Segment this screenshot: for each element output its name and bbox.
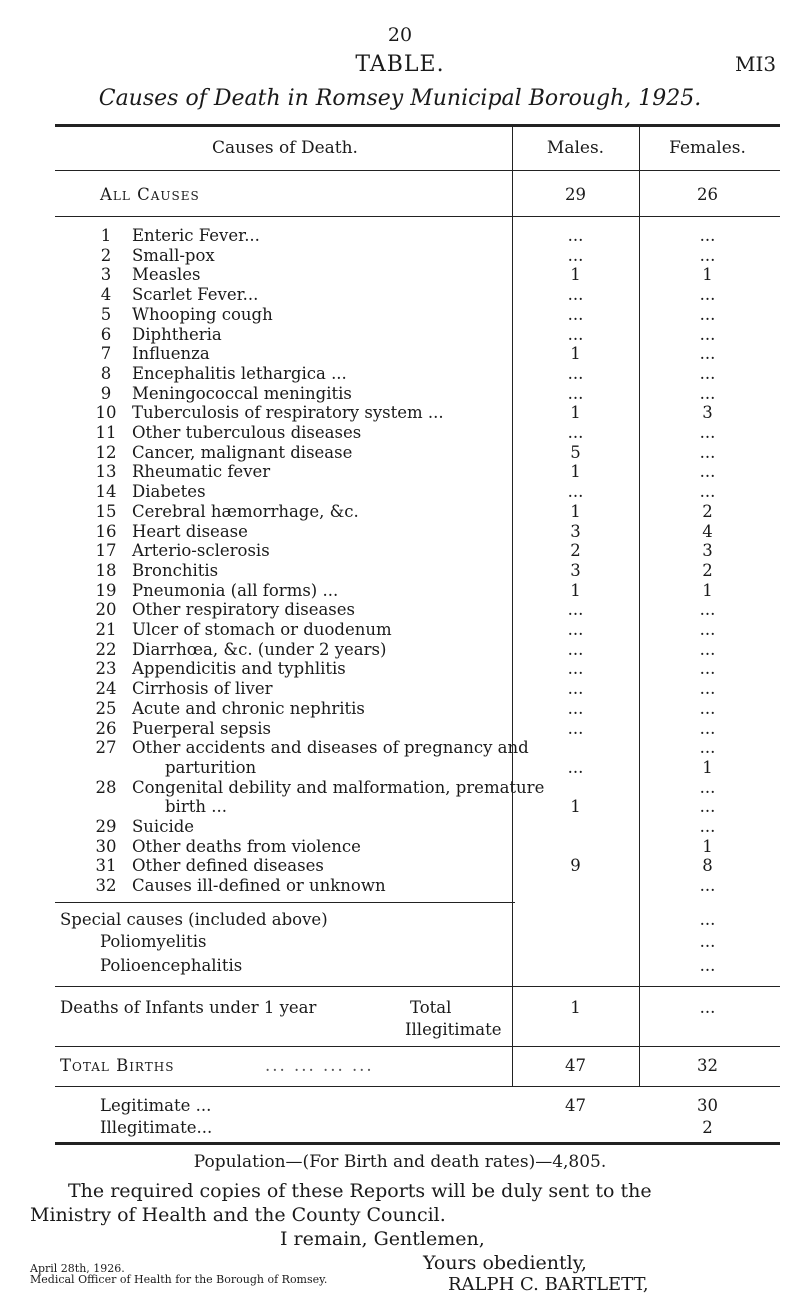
females-value: ... [699, 462, 716, 482]
cause-label: Meningococcal meningitis [132, 383, 352, 403]
females-value: ... [699, 876, 716, 896]
row-number: 10 [95, 403, 117, 423]
table-row [0, 403, 800, 423]
males-value: ... [567, 245, 584, 265]
table-row [0, 876, 800, 896]
females-value: ... [699, 679, 716, 699]
top-rule [55, 124, 780, 127]
males-value: ... [567, 757, 584, 777]
cause-label: Influenza [132, 344, 210, 364]
males-value: ... [567, 482, 584, 502]
cause-label: Bronchitis [132, 560, 219, 580]
males-value: 3 [570, 560, 581, 580]
males-value: 1 [570, 462, 581, 482]
legitimate-males: 47 [565, 1096, 586, 1115]
header-rule [55, 170, 780, 171]
row-number: 3 [100, 265, 112, 285]
births-rule [55, 1086, 780, 1087]
special-end-rule [55, 986, 780, 987]
column-header-males: Males. [546, 138, 605, 158]
females-value: 4 [702, 521, 713, 541]
legitimate-females: 30 [697, 1096, 718, 1115]
table-row [0, 719, 800, 739]
table-row [0, 502, 800, 522]
females-value: ... [699, 226, 716, 245]
table-row [0, 738, 800, 758]
cause-label: Ulcer of stomach or duodenum [132, 620, 392, 639]
table-row [0, 344, 800, 364]
males-value: ... [567, 363, 584, 383]
cause-label: Cirrhosis of liver [132, 679, 273, 699]
total-births-males: 47 [565, 1056, 586, 1075]
all-causes-males: 29 [565, 185, 586, 204]
males-value: 9 [570, 856, 581, 876]
males-value: ... [567, 600, 584, 620]
females-value: ... [699, 797, 716, 817]
infants-illegitimate-row [0, 1018, 800, 1042]
cause-label: Scarlet Fever... [132, 285, 259, 305]
table-row [0, 699, 800, 719]
females-value: ... [699, 659, 716, 679]
table-heading: TABLE. [355, 52, 445, 77]
males-value: ... [567, 718, 584, 738]
table-row [0, 561, 800, 581]
letter-signoff: Yours obediently, [423, 1252, 587, 1274]
cause-label: birth ... [165, 797, 227, 817]
row-number: 12 [95, 442, 117, 462]
females-value: ... [699, 344, 716, 364]
females-value: ... [699, 777, 716, 797]
cause-label: Other tuberculous diseases [132, 423, 362, 442]
special-females: ... [699, 932, 716, 951]
cause-label: Heart disease [132, 521, 248, 541]
total-births-label: Total Births [60, 1056, 175, 1075]
cause-label: Pneumonia (all forms) ... [132, 580, 339, 600]
cause-label: Puerperal sepsis [132, 718, 271, 738]
cause-label: Rheumatic fever [132, 462, 271, 482]
females-value: ... [699, 442, 716, 462]
table-row [0, 600, 800, 620]
row-number: 16 [95, 521, 117, 541]
females-value: ... [699, 363, 716, 383]
cause-label: Other respiratory diseases [132, 600, 355, 620]
cause-label: Cerebral hæmorrhage, &c. [132, 501, 359, 521]
cause-label: Other deaths from violence [132, 836, 361, 856]
males-value: ... [567, 226, 584, 245]
females-value: ... [699, 304, 716, 324]
table-row [0, 758, 800, 778]
infants-illegitimate-label: Illegitimate [405, 1020, 502, 1039]
table-row [0, 364, 800, 384]
females-value: ... [699, 285, 716, 305]
infants-row [0, 996, 800, 1020]
table-row [0, 423, 800, 443]
row-number: 18 [95, 560, 117, 580]
special-title-females: ... [699, 910, 716, 929]
males-value: 1 [570, 265, 581, 285]
row-number: 13 [95, 462, 117, 482]
cause-label: Causes ill-defined or unknown [132, 876, 386, 896]
table-row [0, 541, 800, 561]
all-causes-rule [55, 216, 780, 217]
cause-label: Diarrhœa, &c. (under 2 years) [132, 639, 387, 659]
special-title: Special causes (included above) [60, 910, 328, 929]
males-value: ... [567, 698, 584, 718]
females-value: ... [699, 423, 716, 442]
table-row [0, 640, 800, 660]
males-value: ... [567, 679, 584, 699]
table-row [0, 659, 800, 679]
males-value: ... [567, 324, 584, 344]
females-value: ... [699, 698, 716, 718]
row-number: 2 [100, 245, 112, 265]
females-value: ... [699, 738, 716, 758]
cause-label: Cancer, malignant disease [132, 442, 353, 462]
row-number: 11 [95, 423, 117, 442]
cause-label: Enteric Fever... [132, 226, 260, 245]
males-value: 5 [570, 442, 581, 462]
females-value: ... [699, 324, 716, 344]
row-number: 1 [100, 226, 112, 245]
cause-label: Other defined diseases [132, 856, 324, 876]
population-note: Population—(For Birth and death rates)—4,805. [193, 1152, 607, 1172]
females-value: 3 [702, 403, 713, 423]
females-value: ... [699, 639, 716, 659]
table-row [0, 246, 800, 266]
table-row [0, 443, 800, 463]
males-value: ... [567, 639, 584, 659]
males-value: 1 [570, 344, 581, 364]
table-row [0, 462, 800, 482]
signatory-role: Medical Officer of Health for the Borough of Romsey. [30, 1273, 328, 1286]
row-number: 32 [95, 876, 117, 896]
row-number: 4 [100, 285, 112, 305]
table-row [0, 797, 800, 817]
cause-label: Tuberculosis of respiratory system ... [132, 403, 444, 423]
table-row [0, 856, 800, 876]
row-number: 8 [100, 363, 112, 383]
cause-label: Whooping cough [132, 304, 273, 324]
infants-total-label: Total [410, 998, 452, 1017]
females-value: 3 [702, 541, 713, 561]
row-number: 14 [95, 482, 117, 502]
females-value: ... [699, 620, 716, 639]
letter-line-2: Ministry of Health and the County Council. [30, 1204, 446, 1226]
row-number: 28 [95, 777, 117, 797]
special-row [0, 930, 800, 954]
row-number: 20 [95, 600, 117, 620]
cause-label: Diphtheria [132, 324, 222, 344]
table-row [0, 482, 800, 502]
table-row [0, 226, 800, 246]
cause-label: Encephalitis lethargica ... [132, 363, 347, 383]
table-row [0, 817, 800, 837]
row-number: 15 [95, 501, 117, 521]
all-causes-label: All Causes [100, 185, 200, 204]
row-number: 5 [100, 304, 112, 324]
letter-line-1: The required copies of these Reports will be duly sent to the [68, 1180, 652, 1202]
signatory-name: RALPH C. BARTLETT, [448, 1274, 649, 1295]
cause-label: Appendicitis and typhlitis [132, 659, 346, 679]
special-row [0, 954, 800, 978]
table-row [0, 778, 800, 798]
row-number: 22 [95, 639, 117, 659]
females-value: 8 [702, 856, 713, 876]
males-value: 3 [570, 521, 581, 541]
row-number: 17 [95, 541, 117, 561]
infants-females: ... [699, 998, 716, 1017]
males-value: ... [567, 620, 584, 639]
males-value: 1 [570, 501, 581, 521]
females-value: ... [699, 718, 716, 738]
males-value: ... [567, 423, 584, 442]
cause-label: Diabetes [132, 482, 206, 502]
reference-code: MI3 [735, 52, 777, 76]
row-number: 31 [95, 856, 117, 876]
cause-label: Acute and chronic nephritis [132, 698, 365, 718]
row-number: 25 [95, 698, 117, 718]
letter-date: April 28th, 1926. [30, 1262, 125, 1275]
cause-label: Arterio-sclerosis [132, 541, 270, 561]
illegitimate-row [0, 1116, 800, 1140]
table-row [0, 305, 800, 325]
table-row [0, 265, 800, 285]
cause-label: Congenital debility and malformation, premature [132, 777, 545, 797]
table-row [0, 384, 800, 404]
table-row [0, 620, 800, 640]
males-value: 1 [570, 797, 581, 817]
row-number: 21 [95, 620, 117, 639]
row-number: 19 [95, 580, 117, 600]
males-value: 1 [570, 580, 581, 600]
cause-label: Other accidents and diseases of pregnancy and [132, 738, 529, 758]
row-number: 26 [95, 718, 117, 738]
illegitimate-label: Illegitimate... [100, 1118, 213, 1137]
letter-closing: I remain, Gentlemen, [280, 1228, 485, 1250]
males-value: ... [567, 285, 584, 305]
row-number: 27 [95, 738, 117, 758]
legitimate-row [0, 1094, 800, 1118]
females-value: 1 [702, 265, 713, 285]
cause-label: Small-pox [132, 245, 215, 265]
special-title-row [0, 908, 800, 932]
infants-end-rule [55, 1046, 780, 1047]
males-value: ... [567, 659, 584, 679]
females-value: ... [699, 817, 716, 836]
females-value: ... [699, 600, 716, 620]
illegitimate-females: 2 [702, 1118, 713, 1137]
row-number: 6 [100, 324, 112, 344]
cause-label: Suicide [132, 817, 195, 836]
total-births-dots: ... ... ... ... [265, 1056, 374, 1075]
all-causes-females: 26 [697, 185, 718, 204]
special-label: Poliomyelitis [100, 932, 207, 951]
table-row [0, 285, 800, 305]
causes-end-rule [55, 902, 515, 903]
column-header-cause: Causes of Death. [212, 138, 358, 158]
row-number: 30 [95, 836, 117, 856]
table-row [0, 522, 800, 542]
page-number: 20 [387, 24, 413, 46]
females-value: ... [699, 383, 716, 403]
row-number: 9 [100, 383, 112, 403]
table-row [0, 581, 800, 601]
column-header-females: Females. [669, 138, 746, 158]
special-label: Polioencephalitis [100, 956, 243, 975]
females-value: 2 [702, 501, 713, 521]
total-births-females: 32 [697, 1056, 718, 1075]
total-births-row [0, 1054, 800, 1078]
males-value: ... [567, 304, 584, 324]
females-value: ... [699, 482, 716, 502]
table-row [0, 679, 800, 699]
table-row [0, 837, 800, 857]
males-value: 2 [570, 541, 581, 561]
infants-males: 1 [570, 998, 581, 1017]
males-value: 1 [570, 403, 581, 423]
bottom-rule [55, 1142, 780, 1145]
females-value: 1 [702, 580, 713, 600]
cause-label: parturition [165, 757, 257, 777]
all-causes-row [0, 183, 800, 207]
females-value: 1 [702, 836, 713, 856]
males-value: ... [567, 383, 584, 403]
cause-label: Measles [132, 265, 201, 285]
row-number: 29 [95, 817, 117, 836]
females-value: ... [699, 245, 716, 265]
legitimate-label: Legitimate ... [100, 1096, 212, 1115]
row-number: 23 [95, 659, 117, 679]
row-number: 7 [100, 344, 112, 364]
table-subtitle: Causes of Death in Romsey Municipal Borough, 1925. [98, 86, 702, 111]
special-females: ... [699, 956, 716, 975]
table-row [0, 325, 800, 345]
females-value: 1 [702, 757, 713, 777]
infants-label: Deaths of Infants under 1 year [60, 998, 317, 1017]
row-number: 24 [95, 679, 117, 699]
females-value: 2 [702, 560, 713, 580]
